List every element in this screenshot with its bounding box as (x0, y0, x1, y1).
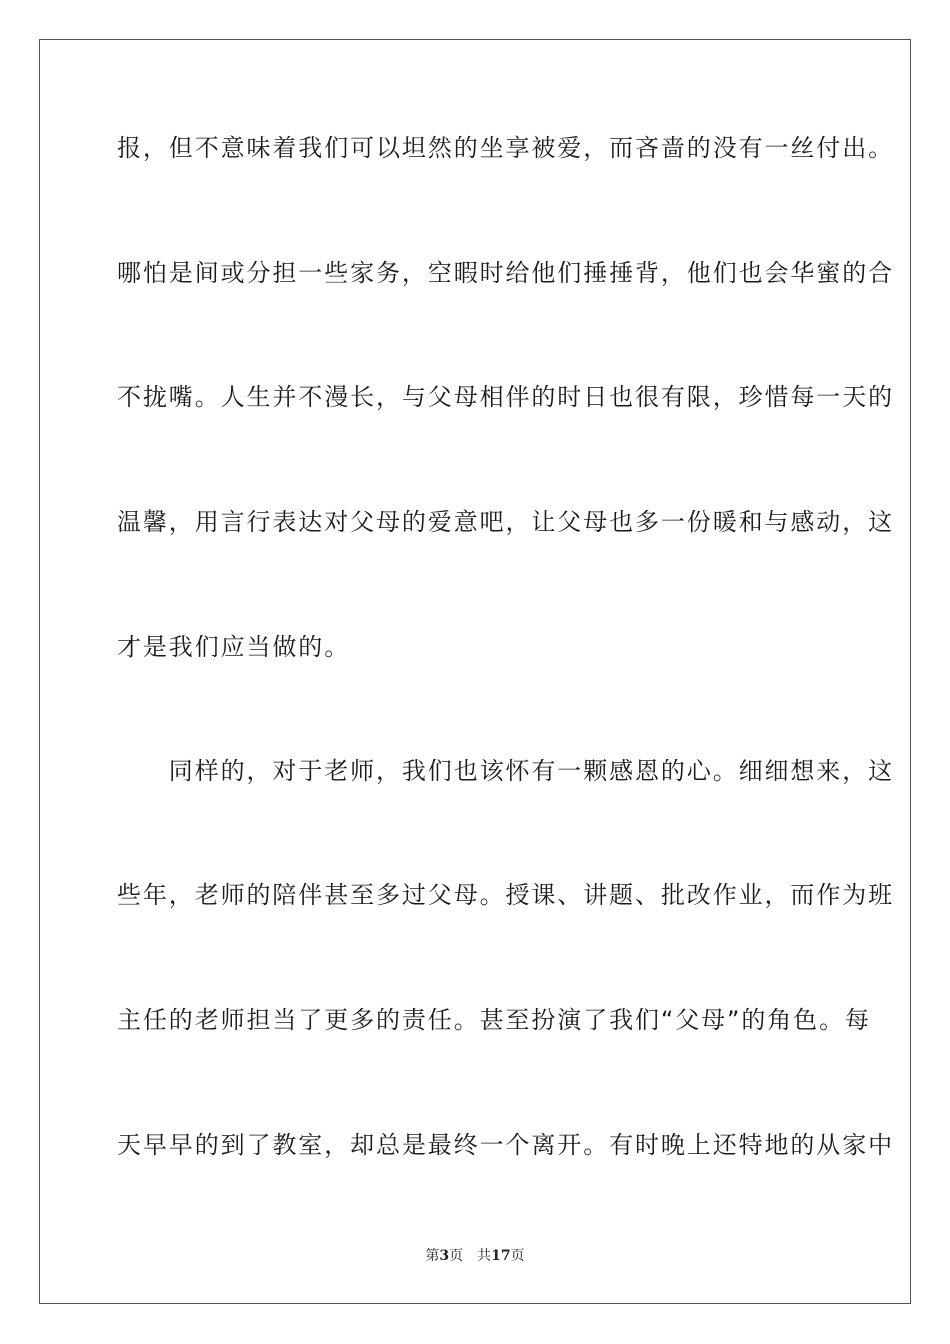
body-text-line-3: 不拢嘴。人生并不漫长，与父母相伴的时日也很有限，珍惜每一天的 (117, 383, 894, 411)
page-footer (0, 1246, 950, 1266)
body-text-line-7: 些年，老师的陪伴甚至多过父母。授课、讲题、批改作业，而作为班 (117, 881, 894, 909)
page-suffix: 页 (449, 1248, 464, 1264)
body-text-line-9: 天早早的到了教室，却总是最终一个离开。有时晚上还特地的从家中 (117, 1131, 894, 1159)
body-text-line-2: 哪怕是间或分担一些家务，空暇时给他们捶捶背，他们也会华蜜的合 (117, 259, 894, 287)
total-prefix: 共 (477, 1248, 492, 1264)
body-text-line-4: 温馨，用言行表达对父母的爱意吧，让父母也多一份暖和与感动，这 (117, 508, 894, 536)
paragraph-start-line: 同样的，对于老师，我们也该怀有一颗感恩的心。细细想来，这 (117, 757, 894, 785)
total-suffix: 页 (510, 1248, 525, 1264)
total-pages: 17 (491, 1248, 511, 1264)
body-text-line-5: 才是我们应当做的。 (117, 633, 351, 661)
body-text-line-8: 主任的老师担当了更多的责任。甚至扮演了我们“父母”的角色。每 (117, 1006, 871, 1034)
page-prefix: 第 (425, 1248, 440, 1264)
page-border (39, 39, 911, 1304)
page-number: 3 (439, 1248, 450, 1264)
body-text-line-1: 报，但不意味着我们可以坦然的坐享被爱，而吝啬的没有一丝付出。 (117, 134, 894, 162)
